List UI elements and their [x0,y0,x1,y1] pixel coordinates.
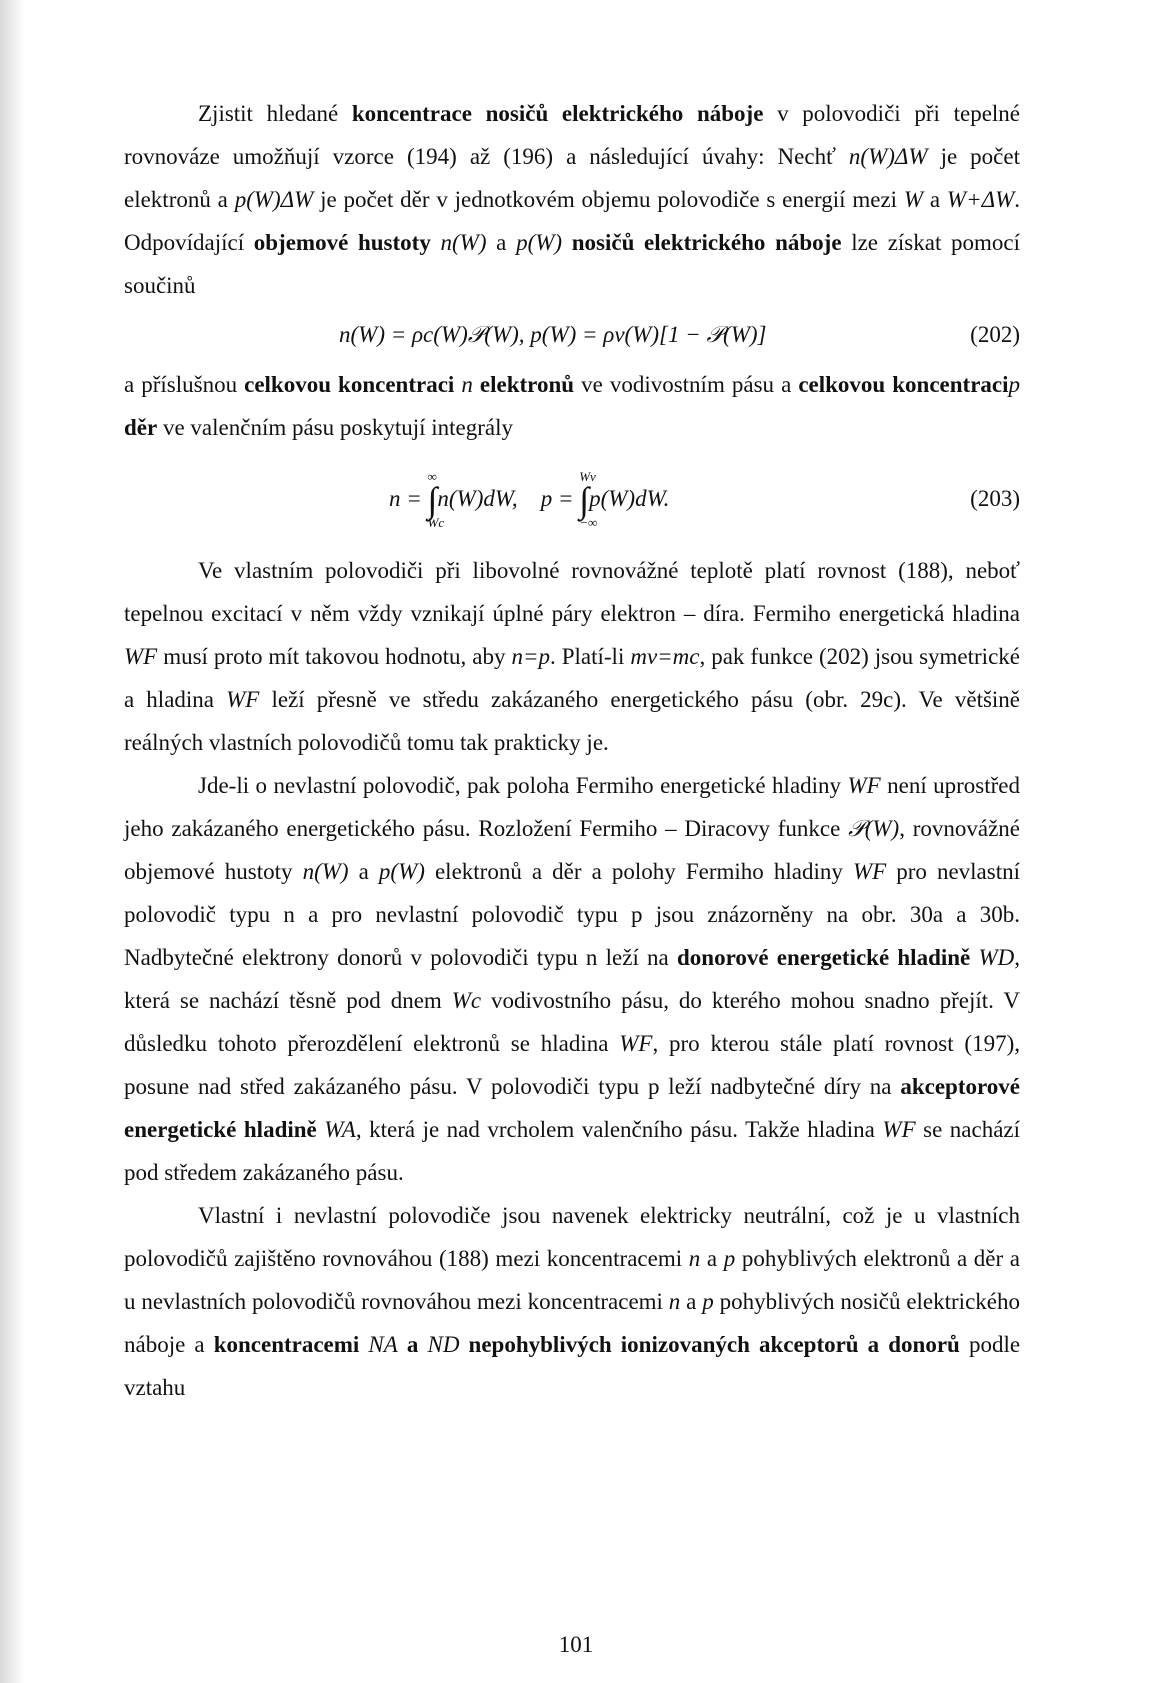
paragraph-4: Jde-li o nevlastní polovodič, pak poloha Fermiho energetické hladiny WF není uprostřed jeho zakázaného energetického pásu. Rozložení Fermiho – Diracovy funkce 𝒫(W), rovnovážné objemové hustoty n(W) a p(W) elektronů a děr a polohy Fermiho hladiny WF pro nevlastní polovodič typu n a pro nevlastní polovodič typu p jsou znázorněny na obr. 30a a 30b. Nadbytečné elektrony donorů v polovodiči typu n leží na donorové energetické hladině WD, která se nachází těsně pod dnem Wc vodivostního pásu, do kterého mohou snadno přejít. V důsledku tohoto přerozdělení elektronů se hladina WF, pro kterou stále platí rovnost (197), posune nad střed zakázaného pásu. V polovodiči typu p leží nadbytečné díry na akceptorové energetické hladině WA, která je nad vrcholem valenčního pásu. Takže hladina WF se nachází pod středem zakázaného pásu. [124,773,1021,1185]
integral-sign-2: ∫ Wv −∞ [579,469,598,530]
equation-203-formula: n = ∫ ∞ Wc n(W)dW, p = ∫ Wv −∞ p(W)dW. [389,469,670,530]
equation-202-formula: n(W) = ρc(W)𝒫(W), p(W) = ρv(W)[1 − 𝒫(W)] [339,322,767,347]
equation-203 [124,453,1020,543]
equation-203-number: (203) [970,486,1020,511]
page-number: 101 [558,1632,594,1657]
paragraph-5: Vlastní i nevlastní polovodiče jsou navenek elektricky neutrální, což je u vlastních polovodičů zajištěno rovnováhou (188) mezi koncentracemi n a p pohyblivých elektronů a děr a u nevlastních polovodičů rovnováhou mezi koncentracemi n a p pohyblivých nosičů elektrického náboje a koncentracemi NA a ND nepohyblivých ionizovaných akceptorů a donorů podle vztahu [124,1203,1021,1400]
page-body [124,92,1020,1409]
paragraph-1: Zjistit hledané koncentrace nosičů elektrického náboje v polovodiči při tepelné rovnováze umožňují vzorce (194) až (196) a následující úvahy: Nechť n(W)ΔW je počet elektronů a p(W)ΔW je počet děr v jednotkovém objemu polovodiče s energií mezi W a W+ΔW. Odpovídající objemové hustoty n(W) a p(W) nosičů elektrického náboje lze získat pomocí součinů [124,101,1020,298]
paragraph-3: Ve vlastním polovodiči při libovolné rovnovážné teplotě platí rovnost (188), neboť tepelnou excitací v něm vždy vznikají úplné páry elektron – díra. Fermiho energetická hladina WF musí proto mít takovou hodnotu, aby n=p. Platí-li mv=mc, pak funkce (202) jsou symetrické a hladina WF leží přesně ve středu zakázaného energetického pásu (obr. 29c). Ve většině reálných vlastních polovodičů tomu tak prakticky je. [124,558,1021,755]
equation-202-number: (202) [970,322,1020,347]
integral-sign-1: ∫ ∞ Wc [427,469,445,530]
paragraph-2: a příslušnou celkovou koncentraci n elektronů ve vodivostním pásu a celkovou koncentracip děr ve valenčním pásu poskytují integrály [124,372,1020,440]
equation-202 [124,309,1020,359]
scan-page-edge [0,0,24,1683]
